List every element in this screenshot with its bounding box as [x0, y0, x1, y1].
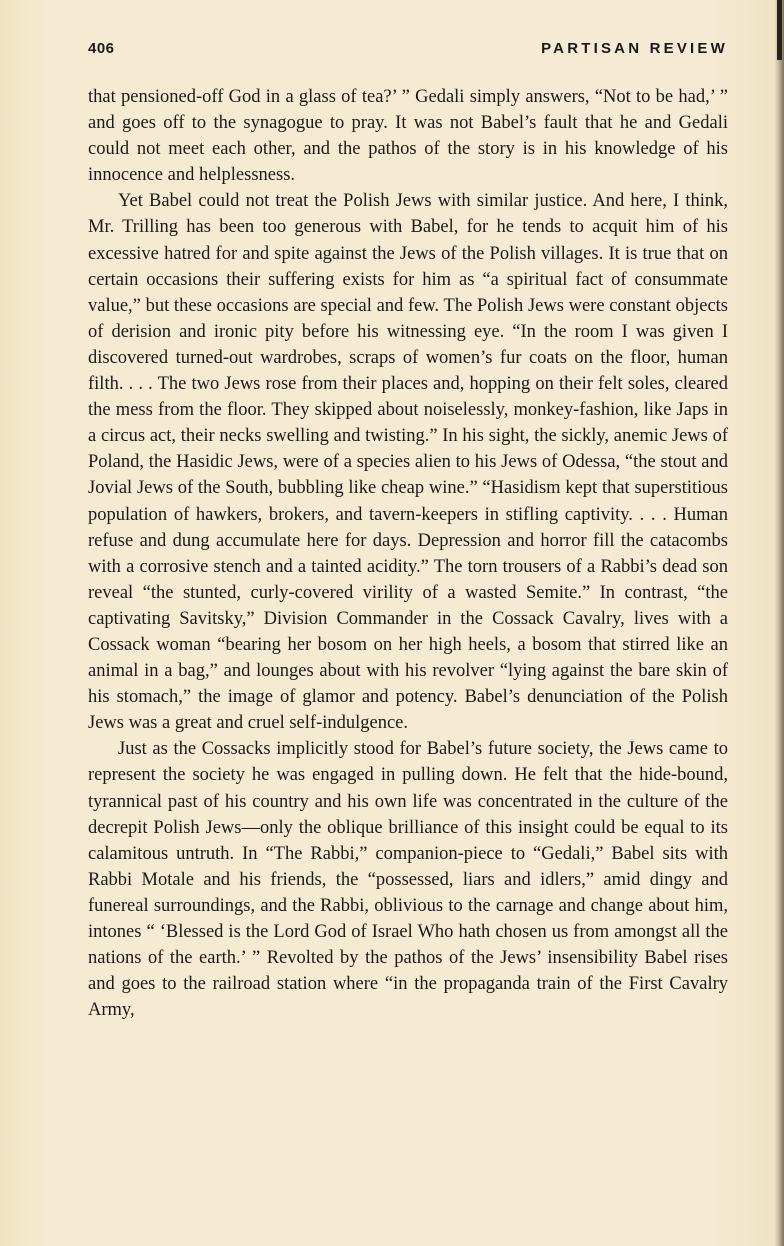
- body-text: [88, 84, 728, 1023]
- journal-title: PARTISAN REVIEW: [541, 40, 728, 57]
- running-head: [88, 40, 728, 64]
- paragraph-cossacks: Just as the Cossacks implicitly stood for Babel’s future society, the Jews came to represent the society he was engaged in pulling down. He felt that the hide-bound, tyrannical past of his country and his own life was concentrated in the culture of the decrepit Polish Jews—only the oblique brilliance of this insight could be equal to its calamitous untruth. In “The Rabbi,” companion-piece to “Gedali,” Babel sits with Rabbi Motale and his friends, the “possessed, liars and idlers,” amid dingy and funereal surroundings, and the Rabbi, oblivious to the carnage and change about him, intones “ ‘Blessed is the Lord God of Israel Who hath chosen us from amongst all the nations of the earth.’ ” Revolted by the pathos of the Jews’ insensibility Babel rises and goes to the railroad station where “in the propaganda train of the First Cavalry Army,: [88, 739, 728, 1021]
- paragraph-polish-jews: Yet Babel could not treat the Polish Jews with similar justice. And here, I think, Mr. Trilling has been too generous with Babel, for he tends to acquit him of his excessive hatred for and spite against the Jews of the Polish villages. It is true that on certain occasions their suffering exists for him as “a spiritual fact of consummate value,” but these occasions are special and few. The Polish Jews were constant objects of derision and ironic pity before his witnessing eye. “In the room I was given I discovered turned-out wardrobes, scraps of women’s fur coats on the floor, human filth. . . . The two Jews rose from their places and, hopping on their felt soles, cleared the mess from the floor. They skipped about noiselessly, monkey-fashion, like Japs in a circus act, their necks swelling and twisting.” In his sight, the sickly, anemic Jews of Poland, the Hasidic Jews, were of a species alien to his Jews of Odessa, “the stout and Jovial Jews of the South, bubbling like cheap wine.” “Hasidism kept that superstitious population of hawkers, brokers, and tavern-keepers in stifling captivity. . . . Human refuse and dung accumulate here for days. Depression and horror fill the catacombs with a corrosive stench and a tainted acidity.” The torn trousers of a Rabbi’s dead son reveal “the stunted, curly-covered virility of a wasted Semite.” In contrast, “the captivating Savitsky,” Division Commander in the Cossack Cavalry, lives with a Cossack woman “bearing her bosom on her high heels, a bosom that stirred like an animal in a bag,” and lounges about with his revolver “lying against the bare skin of his stomach,” the image of glamor and potency. Babel’s denunciation of the Polish Jews was a great and cruel self-indulgence.: [88, 191, 728, 734]
- paragraph-continuation: that pensioned-off God in a glass of tea?’ ” Gedali simply answers, “Not to be had,’ ” and goes off to the synagogue to pray. It was not Babel’s fault that he and Gedali could not meet each other, and the pathos of the story is in his knowledge of his innocence and helplessness.: [88, 87, 728, 186]
- page-edge-mark: [777, 0, 782, 60]
- page-edge-shadow: [774, 0, 784, 1246]
- page-number: 406: [88, 40, 115, 57]
